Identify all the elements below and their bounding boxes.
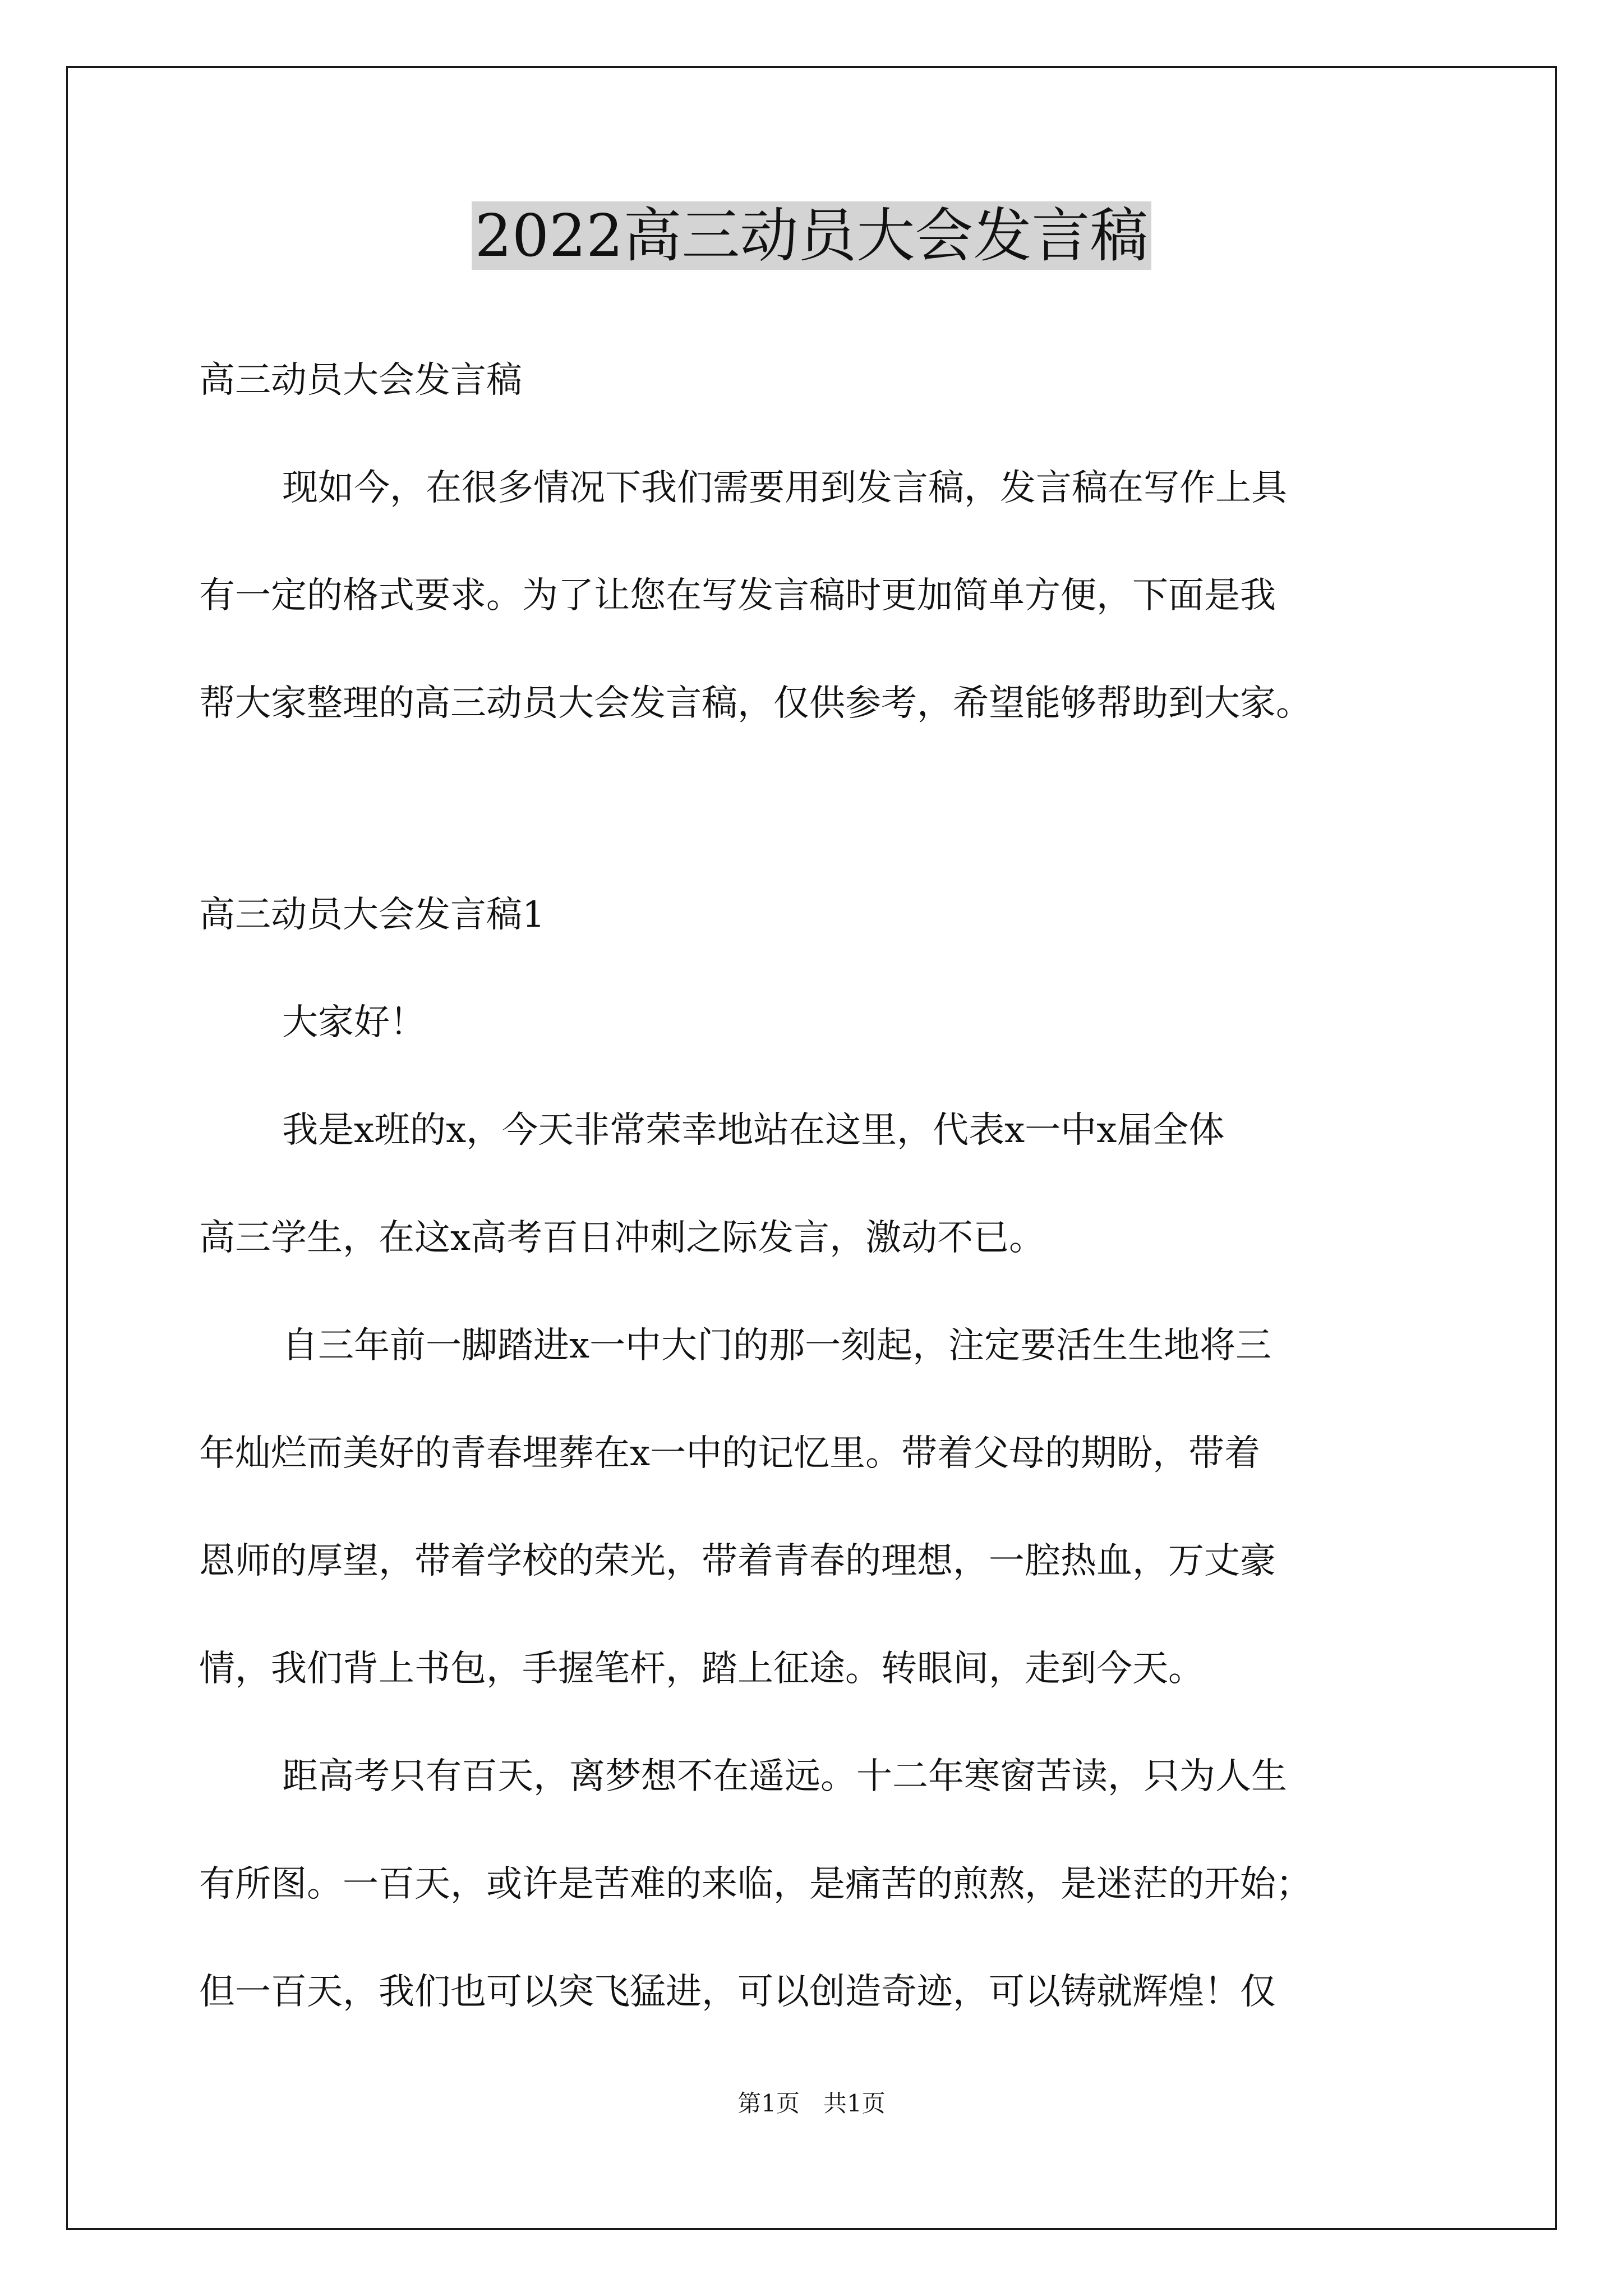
section-heading bbox=[199, 326, 1436, 434]
document-title-text: 2022高三动员大会发言稿 bbox=[472, 201, 1152, 270]
paragraph-line: 有所图。一百天，或许是苦难的来临，是痛苦的煎熬，是迷茫的开始； bbox=[199, 1864, 1312, 1905]
paragraph-line: 自三年前一脚踏进x一中大门的那一刻起，注定要活生生地将三 bbox=[282, 1325, 1272, 1366]
paragraph-line: 距高考只有百天，离梦想不在遥远。十二年寒窗苦读，只为人生 bbox=[282, 1756, 1287, 1797]
subsection-heading-text: 高三动员大会发言稿1 bbox=[199, 894, 545, 936]
speech-paragraph-1 bbox=[199, 1076, 1436, 1292]
paragraph-line: 我是x班的x，今天非常荣幸地站在这里，代表x一中x届全体 bbox=[282, 1110, 1225, 1151]
greeting-text: 大家好！ bbox=[282, 1002, 426, 1043]
section-heading-text: 高三动员大会发言稿 bbox=[199, 360, 522, 401]
intro-line: 帮大家整理的高三动员大会发言稿，仅供参考，希望能够帮助到大家。 bbox=[199, 683, 1312, 724]
subsection-heading bbox=[199, 861, 1436, 969]
speech-paragraph-3 bbox=[199, 1723, 1436, 2046]
greeting-paragraph bbox=[199, 969, 1436, 1076]
document-title bbox=[0, 196, 1623, 275]
paragraph-line: 情，我们背上书包，手握笔杆，踏上征途。转眼间，走到今天。 bbox=[199, 1648, 1204, 1690]
intro-line: 现如今，在很多情况下我们需要用到发言稿，发言稿在写作上具 bbox=[282, 467, 1287, 509]
paragraph-line: 恩师的厚望，带着学校的荣光，带着青春的理想，一腔热血，万丈豪 bbox=[199, 1540, 1276, 1582]
paragraph-line: 高三学生，在这x高考百日冲刺之际发言，激动不已。 bbox=[199, 1217, 1045, 1259]
intro-paragraph bbox=[199, 434, 1436, 757]
speech-paragraph-2 bbox=[199, 1292, 1436, 1723]
paragraph-line: 年灿烂而美好的青春埋葬在x一中的记忆里。带着父母的期盼，带着 bbox=[199, 1433, 1261, 1474]
page-footer bbox=[0, 2087, 1623, 2120]
paragraph-line: 但一百天，我们也可以突飞猛进，可以创造奇迹，可以铸就辉煌！仅 bbox=[199, 1971, 1276, 2013]
page-number: 第1页 共1页 bbox=[737, 2090, 886, 2117]
intro-line: 有一定的格式要求。为了让您在写发言稿时更加简单方便，下面是我 bbox=[199, 575, 1276, 616]
